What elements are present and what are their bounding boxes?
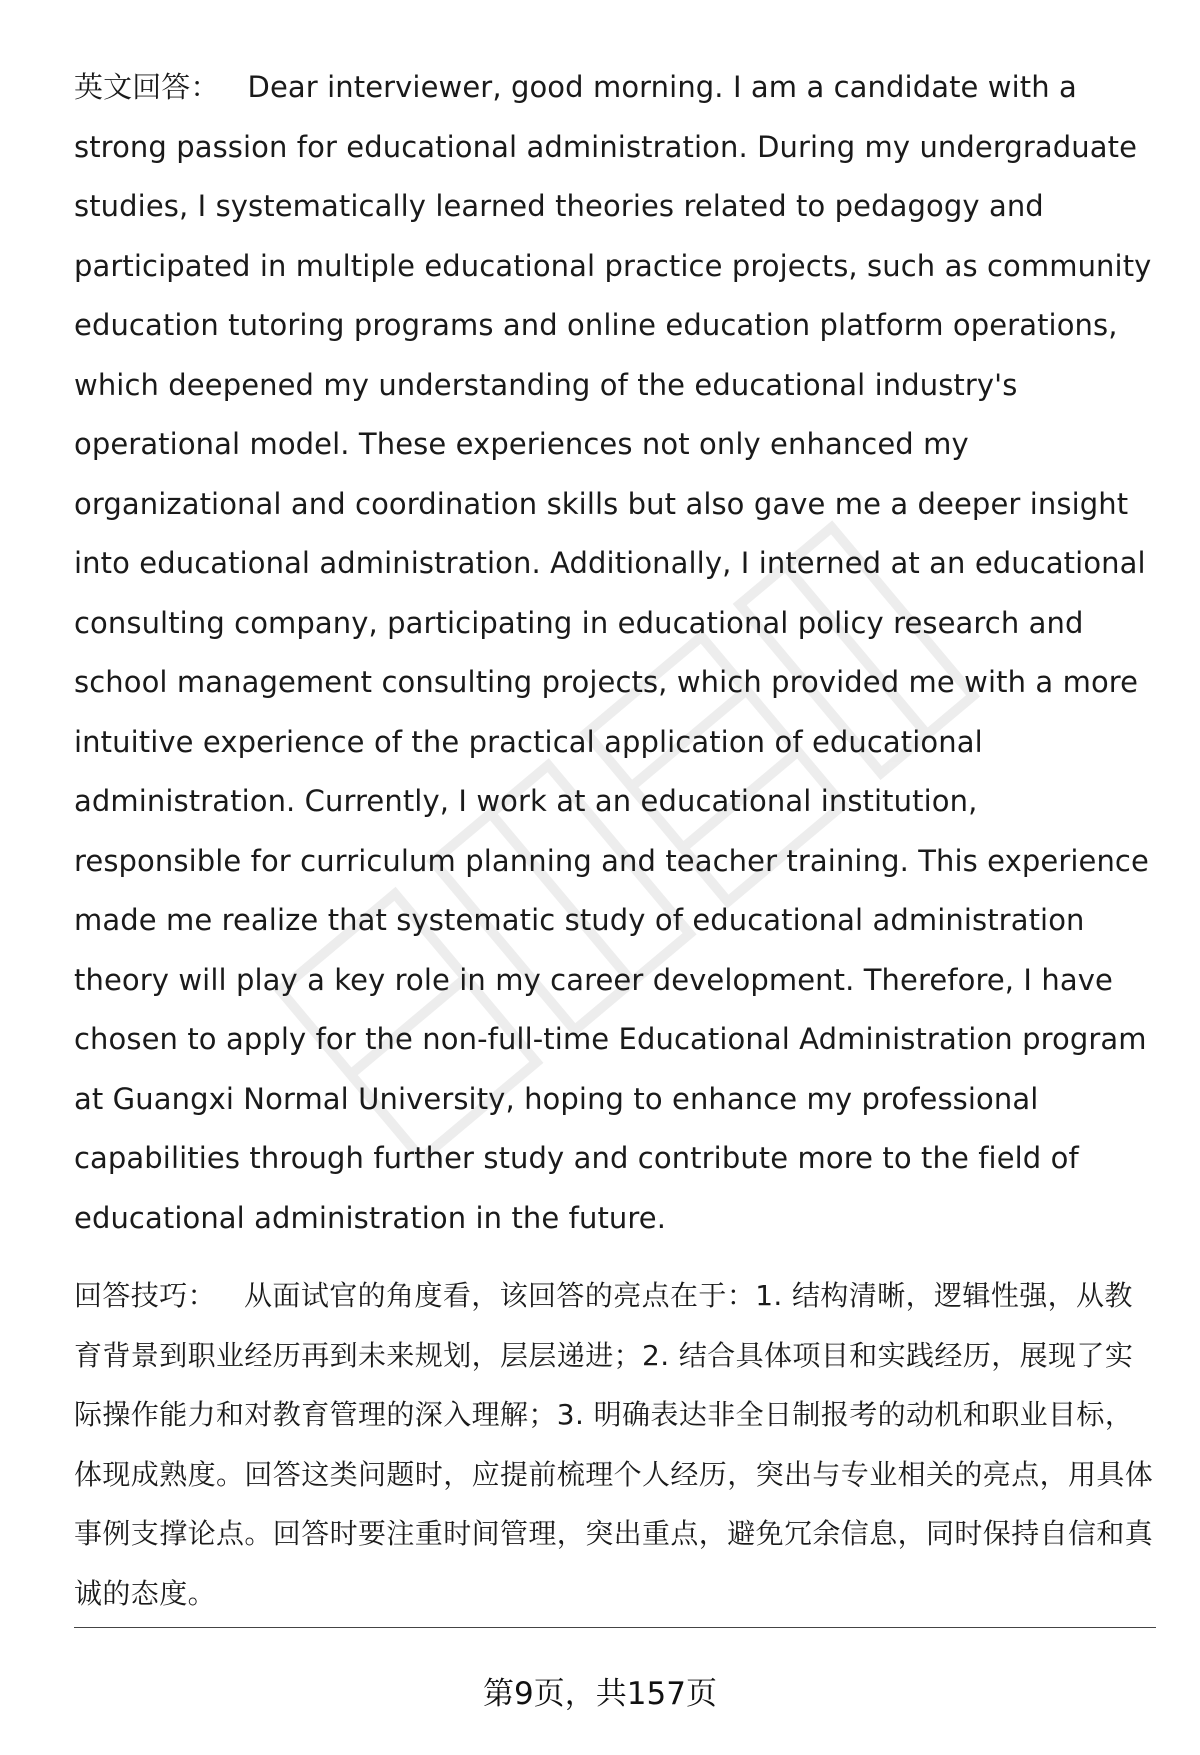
- page-indicator: 第9页，共157页: [483, 1676, 717, 1712]
- answer-tips-text: 从面试官的角度看，该回答的亮点在于：1. 结构清晰，逻辑性强，从教育背景到职业经历再到未来规划，层层递进；2. 结合具体项目和实践经历，展现了实际操作能力和对教育管理的深入理解；3. 明确表达非全日制报考的动机和职业目标，体现成熟度。回答这类问题时，应提前梳理个人经历，突出与专业相关的亮点，用具体事例支撑论点。回答时要注重时间管理，突出重点，避免冗余信息，同时保持自信和真诚的态度。: [74, 1279, 1154, 1610]
- answer-tips-label: 回答技巧：: [74, 1279, 217, 1312]
- answer-tips-paragraph: [74, 1266, 1154, 1623]
- english-answer-text: Dear interviewer, good morning. I am a candidate with a strong passion for educational administration. During my undergraduate studies, I systematically learned theories related to pedagogy and participated in multiple educational practice projects, such as community education tutoring programs and online education platform operations, which deepened my understanding of the educational industry's operational model. These experiences not only enhanced my organizational and coordination skills but also gave me a deeper insight into educational administration. Additionally, I interned at an educational consulting company, participating in educational policy research and school management consulting projects, which provided me with a more intuitive experience of the practical application of educational administration. Currently, I work at an educational institution, responsible for curriculum planning and teacher training. This experience made me realize that systematic study of educational administration theory will play a key role in my career development. Therefore, I have chosen to apply for the non-full-time Educational Administration program at Guangxi Normal University, hoping to enhance my professional capabilities through further study and contribute more to the field of educational administration in the future.: [74, 70, 1152, 1235]
- content-body: [74, 58, 1154, 1623]
- english-answer-label: 英文回答：: [74, 70, 220, 104]
- footer-divider: [74, 1627, 1156, 1628]
- english-answer-paragraph: [74, 58, 1154, 1248]
